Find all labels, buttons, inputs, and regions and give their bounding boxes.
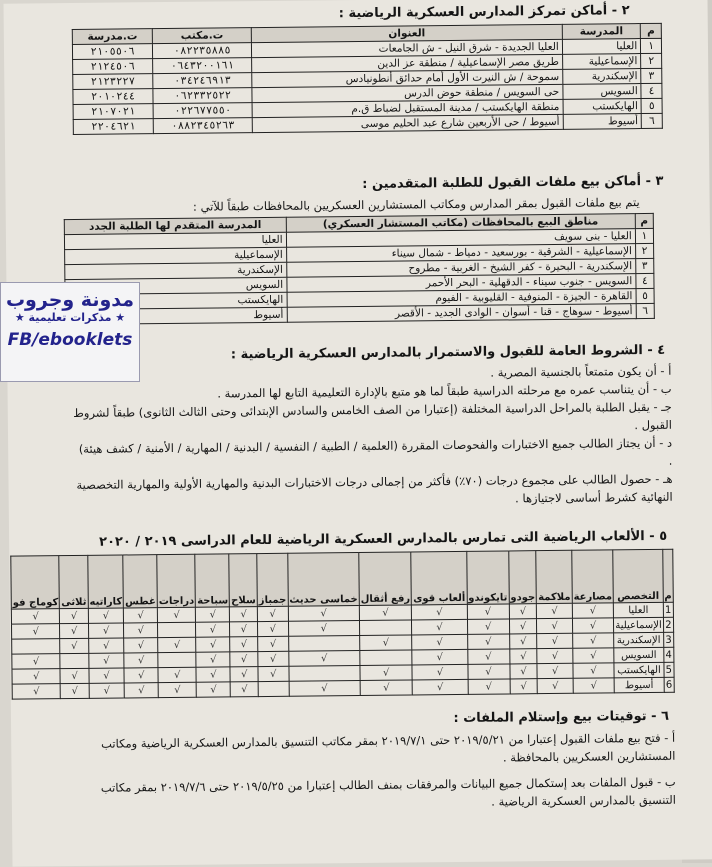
table-cell: ٠٦٢٣٣٢٥٢٢ [153, 88, 252, 104]
table-header-cell: العنوان [251, 24, 562, 42]
badge-subtitle: ★ مذكرات تعليمية ★ [14, 311, 126, 324]
table-cell: طريق مصر الإسماعيلية / منطقة عز الدين [252, 54, 563, 72]
check-cell: √ [360, 665, 413, 681]
check-cell [258, 681, 289, 696]
section3-title: ٣ - أماكن بيع ملفات القبول للطلبة المتقدمين : [362, 173, 664, 192]
table-header-cell: رفع أثقال [359, 552, 412, 606]
check-cell [158, 652, 196, 667]
table-header-cell: م [662, 549, 673, 602]
check-cell: √ [289, 681, 361, 697]
table-cell: الإسكندرية [65, 262, 287, 279]
table-cell: ٥ [641, 98, 662, 113]
check-cell: √ [258, 621, 289, 636]
timing-b: ب - قبول الملفات بعد إستكمال جميع البيانات والمرفقات بمنف الطالب إعتبارا من ٢٠١٩/٥/٢٥ حتى ٢٠١٩/٧/٦ بمقر مكاتب التنسيق بالمدارس العسكرية الرياضية . [100, 774, 676, 809]
table-cell: الإسكندرية [563, 69, 642, 85]
table-cell: ٢١٢٤٥٠٦ [73, 59, 153, 75]
table-header-cell: جودو [508, 551, 536, 604]
section2-title: ٢ - أماكن تمركز المدارس العسكرية الرياضية : [338, 3, 630, 22]
check-cell: √ [12, 684, 61, 700]
check-cell: √ [360, 635, 413, 651]
check-cell: √ [196, 622, 230, 637]
table-cell: الهايكستب [614, 662, 664, 678]
table-cell: العليا - بنى سويف [286, 229, 635, 248]
check-cell: √ [509, 604, 537, 619]
table-cell: سموحة / ش النيرت الأول أمام حدائق أنطونيادس [252, 69, 563, 87]
check-cell: √ [124, 623, 158, 638]
table-cell: ٢٠١٠٢٤٤ [73, 89, 153, 105]
table-cell: منطقة الهايكستب / مدينة المستقبل لضباط ق.م [252, 99, 563, 117]
table-header-cell: غطس [123, 555, 157, 608]
check-cell: √ [124, 668, 158, 683]
check-cell: √ [158, 682, 196, 697]
check-cell: √ [573, 663, 615, 678]
section4-conditions [71, 362, 672, 512]
check-cell: √ [89, 653, 125, 668]
check-cell: √ [572, 603, 614, 618]
check-cell: √ [88, 638, 124, 653]
check-cell [360, 650, 413, 666]
check-cell [359, 620, 412, 636]
check-cell: √ [12, 669, 61, 685]
check-cell: √ [124, 638, 158, 653]
check-cell: √ [467, 664, 509, 679]
table-cell: ٠٣٤٢٤٦٩١٣ [153, 73, 252, 89]
check-cell [288, 636, 360, 652]
table-header-cell: خماسى حديث [287, 553, 359, 607]
table-cell: ٢١٠٥٥٠٦ [72, 44, 152, 60]
table-cell: ٣ [636, 258, 654, 273]
check-cell: √ [230, 607, 258, 622]
badge-link: FB/ebooklets [7, 330, 133, 350]
sports-table [10, 549, 675, 700]
check-cell: √ [158, 667, 196, 682]
table-cell: ٤ [636, 273, 654, 288]
section6-timings [75, 729, 676, 815]
table-header-cell: تايكوندو [466, 551, 509, 604]
check-cell: √ [412, 619, 467, 635]
condition-a: أ - أن يكون متمتعاً بالجنسية المصرية . [490, 363, 672, 380]
table-cell: أسيوط [563, 114, 642, 130]
check-cell: √ [258, 636, 289, 651]
table-cell: 5 [664, 662, 675, 677]
check-cell: √ [360, 680, 413, 696]
table-cell: السويس [614, 647, 664, 663]
table-header-cell: ملاكمة [536, 550, 572, 603]
condition-b: ب - أن يتناسب عمره مع مرحلته الدراسية طبقاً لما هو متبع بالإدارة التعليمية التابع لها المدرسة . [217, 381, 672, 401]
check-cell: √ [157, 607, 195, 622]
table-header-cell: ثلاثى [59, 555, 88, 608]
check-cell: √ [124, 653, 158, 668]
table-cell: ٤ [641, 83, 662, 98]
section5-title: ٥ - الألعاب الرياضية التى تمارس بالمدارس العسكرية الرياضية للعام الدراسى ٢٠١٩ / ٢٠٢٠ [99, 528, 668, 550]
table-cell: العليا [614, 602, 664, 618]
table-cell: الهايكستب [563, 99, 642, 115]
check-cell: √ [60, 668, 88, 683]
check-cell [158, 622, 196, 637]
check-cell: √ [60, 638, 88, 653]
table-cell: أسيوط - سوهاج - قنا - أسوان - الوادى الجديد - الأقصر [287, 304, 636, 323]
check-cell: √ [572, 633, 614, 648]
table-cell: ٠٨٢٢٣٥٨٨٥ [153, 43, 252, 59]
table-cell: 3 [663, 632, 674, 647]
check-cell [288, 666, 360, 682]
table-cell: ٥ [636, 288, 654, 303]
check-cell: √ [467, 649, 509, 664]
check-cell: √ [230, 682, 258, 697]
table-cell: السويس [563, 84, 642, 100]
document-page [4, 0, 712, 867]
table-cell: أسيوط [65, 307, 287, 324]
check-cell: √ [257, 606, 288, 621]
check-cell: √ [60, 608, 88, 623]
check-cell: √ [124, 608, 158, 623]
section6-title: ٦ - توقيتات بيع وإستلام الملفات : [453, 708, 670, 727]
check-cell: √ [196, 652, 230, 667]
table-header-cell: جمباز [257, 553, 288, 606]
check-cell: √ [258, 666, 289, 681]
check-cell: √ [61, 683, 89, 698]
check-cell: √ [124, 683, 158, 698]
table-cell: ٠٦٤٣٢٠٠١٦١ [153, 58, 252, 74]
check-cell: √ [11, 624, 60, 640]
check-cell: √ [88, 608, 124, 623]
table-header-cell: دراجات [157, 554, 196, 607]
check-cell: √ [467, 634, 509, 649]
check-cell: √ [230, 667, 258, 682]
table-header-cell: التخصص [613, 549, 663, 603]
table-cell: العليا الجديدة - شرق النيل - ش الجامعات [252, 39, 563, 57]
table-cell: السويس [65, 277, 287, 294]
check-cell: √ [573, 648, 615, 663]
table-header-cell: ت.مدرسة [72, 29, 152, 45]
table-header-cell: المدرسة المتقدم لها الطلبة الجدد [64, 217, 286, 234]
file-sale-table [64, 213, 655, 325]
table-cell: 6 [664, 677, 675, 692]
check-cell: √ [467, 619, 509, 634]
check-cell: √ [537, 618, 573, 633]
table-header-cell: م [635, 213, 653, 228]
table-cell: ٠٨٨٢٣٤٥٢٦٣ [153, 118, 252, 134]
check-cell: √ [158, 637, 196, 652]
table-header-cell: م [641, 23, 662, 38]
table-cell: الإسماعيلية [65, 247, 287, 264]
table-cell: ٢٢٠٤٦٢١ [73, 119, 153, 135]
table-header-cell: سلاح [229, 554, 257, 607]
check-cell [12, 639, 61, 655]
table-header-cell: ت.مكتب [152, 28, 251, 44]
check-cell: √ [288, 651, 360, 667]
table-cell: ٣ [641, 68, 662, 83]
table-cell: ٢١٢٣٢٢٧ [73, 74, 153, 90]
check-cell: √ [196, 667, 230, 682]
school-locations-table [72, 23, 663, 135]
table-cell: العليا [64, 232, 286, 249]
table-cell: القاهرة - الجيزة - المنوفية - القليوبية - الفيوم [287, 289, 636, 308]
check-cell: √ [196, 637, 230, 652]
table-header-cell: كوماج فو [11, 556, 60, 610]
check-cell: √ [359, 605, 412, 621]
table-cell: الإسكندرية - البحيرة - كفر الشيخ - الغربية - مطروح [286, 259, 635, 278]
check-cell: √ [230, 622, 258, 637]
condition-d: د - أن يجتاز الطالب جميع الاختبارات والفحوصات المقررة (العلمية / الطبية / النفسية / البدنية / المهارية / الأمنية / كشف هيئة) . [78, 435, 673, 468]
table-header-cell: سباحة [195, 554, 230, 607]
check-cell: √ [468, 679, 510, 694]
timing-a: أ - فتح بيع ملفات القبول إعتبارا من ٢٠١٩/٥/٢١ حتى ٢٠١٩/٧/١ بمقر مكاتب التنسيق بالمدارس العسكرية الرياضية ومكاتب المستشارين العسكريين بالمحافظة . [101, 730, 676, 765]
check-cell: √ [288, 606, 360, 622]
check-cell: √ [196, 607, 230, 622]
check-cell: √ [510, 664, 538, 679]
check-cell: √ [537, 648, 573, 663]
check-cell: √ [258, 651, 289, 666]
watermark-badge [0, 282, 140, 382]
table-cell: الإسماعيلية [614, 617, 664, 633]
table-cell: أسيوط / حى الأربعين شارع عبد الحليم موسى [252, 114, 563, 132]
table-cell: ٦ [636, 303, 654, 318]
table-cell: ٢١٠٧٠٢١ [73, 104, 153, 120]
section4-title: ٤ - الشروط العامة للقبول والاستمرار بالمدارس العسكرية الرياضية : [230, 342, 666, 363]
condition-e: هـ - حصول الطالب على مجموع درجات (٧٠٪) فأكثر من إجمالى درجات الاختبارات البدنية والمهارية الأولية والمهارية التخصصية النهائية كشرط أساسى لاجتيازها . [76, 471, 673, 506]
check-cell: √ [537, 603, 573, 618]
table-header-cell: مصارعة [572, 550, 614, 603]
table-cell: ١ [641, 38, 662, 53]
check-cell: √ [230, 652, 258, 667]
table-cell: 4 [663, 647, 674, 662]
check-cell: √ [230, 637, 258, 652]
condition-c: جـ - يقبل الطلبة بالمراحل الدراسية المختلفة (إعتبارا من الصف الخامس والسادس الإبتدائى وحتى الثالث الثانوى) طبقاً لشروط القبول . [73, 399, 673, 433]
check-cell: √ [510, 679, 538, 694]
table-cell: الإسماعيلية [562, 54, 641, 70]
table-cell: ٢ [635, 243, 653, 258]
check-cell: √ [509, 634, 537, 649]
check-cell: √ [89, 668, 125, 683]
table-cell: ٢ [641, 53, 662, 68]
check-cell: √ [412, 634, 467, 650]
check-cell: √ [572, 618, 614, 633]
table-cell: العليا [562, 39, 641, 55]
table-cell: 2 [663, 617, 674, 632]
check-cell: √ [537, 633, 573, 648]
table-cell: 1 [663, 602, 674, 617]
check-cell: √ [412, 664, 467, 680]
check-cell: √ [412, 649, 467, 665]
check-cell: √ [509, 649, 537, 664]
check-cell: √ [197, 682, 231, 697]
check-cell: √ [467, 604, 509, 619]
badge-title: مدونة وجروب [5, 289, 135, 311]
check-cell: √ [288, 621, 360, 637]
table-cell: ١ [635, 228, 653, 243]
check-cell: √ [413, 679, 468, 695]
table-cell: أسيوط [614, 677, 664, 693]
check-cell: √ [60, 623, 88, 638]
check-cell: √ [509, 619, 537, 634]
check-cell: √ [12, 654, 61, 670]
check-cell: √ [538, 678, 574, 693]
check-cell: √ [412, 604, 467, 620]
check-cell: √ [89, 683, 125, 698]
table-header-cell: مناطق البيع بالمحافظات (مكاتب المستشار العسكري) [286, 214, 635, 233]
table-header-cell: كاراتيه [88, 555, 124, 608]
table-cell: السويس - جنوب سيناء - الدقهلية - البحر الأحمر [287, 274, 636, 293]
table-header-cell: ألعاب قوى [411, 551, 467, 605]
table-cell: ٠٢٢٦٧٧٥٥٠ [153, 103, 252, 119]
check-cell [60, 653, 88, 668]
check-cell: √ [11, 609, 60, 625]
table-cell: الهايكستب [65, 292, 287, 309]
section3-intro: يتم بيع ملفات القبول بمقر المدارس ومكاتب المستشارين العسكريين بالمحافظات طبقاً للآتي : [192, 195, 640, 214]
check-cell: √ [88, 623, 124, 638]
table-cell: ٦ [641, 113, 662, 128]
table-header-cell: المدرسة [562, 24, 641, 40]
check-cell: √ [537, 663, 573, 678]
table-cell: الإسماعيلية - الشرقية - بورسعيد - دمياط - شمال سيناء [286, 244, 635, 263]
table-cell: الإسكندرية [614, 632, 664, 648]
table-cell: حى السويس / منطقة حوض الدرس [252, 84, 563, 102]
check-cell: √ [573, 678, 615, 693]
